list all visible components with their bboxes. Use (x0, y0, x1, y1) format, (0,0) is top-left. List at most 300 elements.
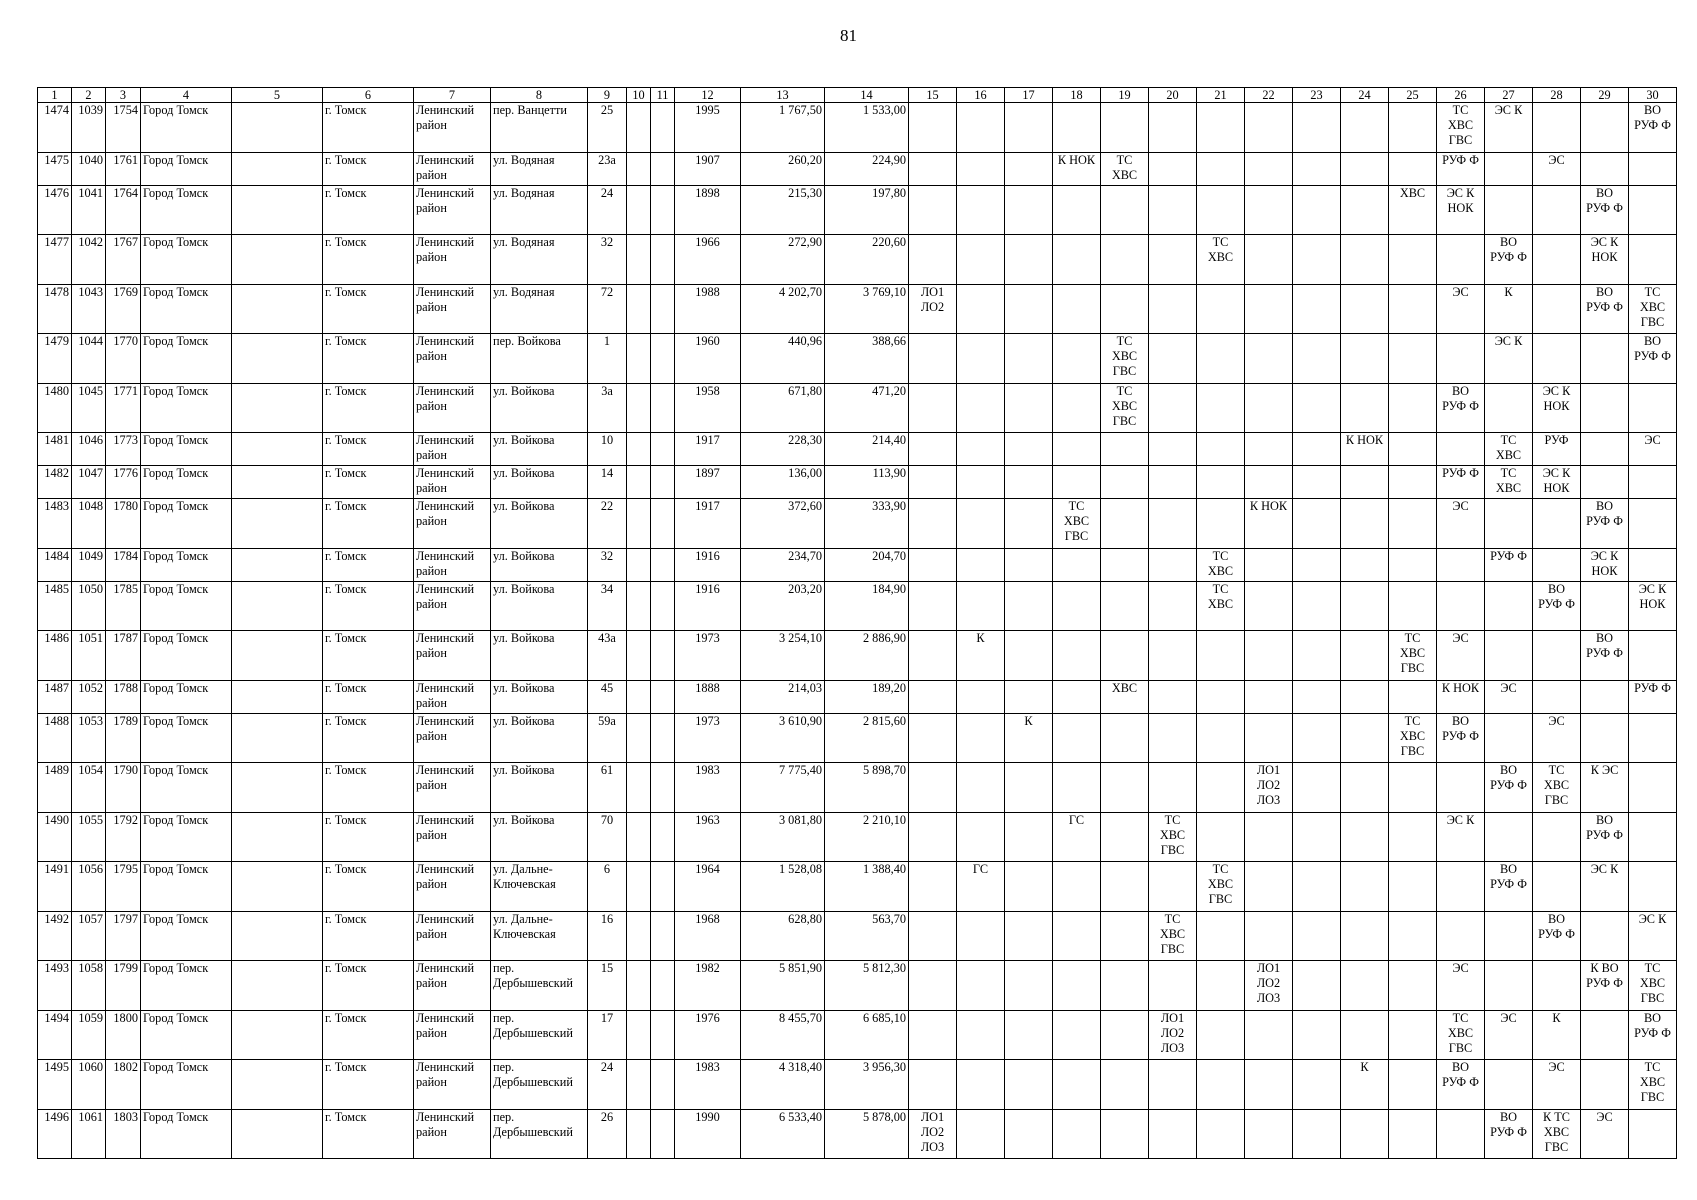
cell-col-13: 214,03 (741, 680, 825, 713)
cell-col-13: 260,20 (741, 152, 825, 185)
cell-col-23 (1293, 1109, 1341, 1159)
cell-col-18 (1053, 185, 1101, 235)
cell-col-19 (1101, 763, 1149, 813)
cell-col-15: ЛО1 ЛО2 (909, 284, 957, 334)
cell-col-22: ЛО1 ЛО2 ЛО3 (1245, 763, 1293, 813)
cell-col-6: г. Томск (323, 433, 414, 466)
cell-col-8: ул. Войкова (491, 581, 588, 631)
cell-col-18 (1053, 284, 1101, 334)
cell-col-25: ТС ХВС ГВС (1389, 713, 1437, 763)
cell-col-10 (627, 1010, 651, 1060)
cell-col-14: 471,20 (825, 383, 909, 433)
cell-col-16 (957, 185, 1005, 235)
cell-col-7: Ленинский район (414, 1060, 491, 1110)
cell-col-3: 1800 (106, 1010, 141, 1060)
cell-col-15 (909, 433, 957, 466)
cell-col-5 (232, 383, 323, 433)
cell-col-3: 1789 (106, 713, 141, 763)
cell-col-12: 1968 (675, 911, 741, 961)
housing-register-table (37, 87, 1677, 1159)
cell-col-10 (627, 763, 651, 813)
cell-col-7: Ленинский район (414, 548, 491, 581)
cell-col-28 (1533, 499, 1581, 549)
column-header-27: 27 (1485, 88, 1533, 103)
cell-col-17 (1005, 812, 1053, 862)
column-header-25: 25 (1389, 88, 1437, 103)
cell-col-18 (1053, 548, 1101, 581)
cell-col-5 (232, 466, 323, 499)
cell-col-8: пер. Дербышевский (491, 961, 588, 1011)
cell-col-19 (1101, 466, 1149, 499)
cell-col-30: ТС ХВС ГВС (1629, 961, 1677, 1011)
cell-col-29: ВО РУФ Ф (1581, 631, 1629, 681)
cell-col-7: Ленинский район (414, 631, 491, 681)
cell-col-20 (1149, 713, 1197, 763)
cell-col-19 (1101, 1109, 1149, 1159)
cell-col-7: Ленинский район (414, 1010, 491, 1060)
cell-col-28 (1533, 235, 1581, 285)
cell-col-27 (1485, 631, 1533, 681)
cell-col-22 (1245, 1109, 1293, 1159)
cell-col-11 (651, 334, 675, 384)
cell-col-1: 1493 (38, 961, 72, 1011)
cell-col-12: 1964 (675, 862, 741, 912)
cell-col-10 (627, 680, 651, 713)
cell-col-13: 203,20 (741, 581, 825, 631)
cell-col-11 (651, 631, 675, 681)
cell-col-4: Город Томск (141, 433, 232, 466)
cell-col-9: 22 (588, 499, 627, 549)
cell-col-17 (1005, 284, 1053, 334)
cell-col-30: РУФ Ф (1629, 680, 1677, 713)
cell-col-8: пер. Дербышевский (491, 1010, 588, 1060)
cell-col-26: ТС ХВС ГВС (1437, 103, 1485, 153)
cell-col-29 (1581, 334, 1629, 384)
table-row (38, 466, 1677, 499)
cell-col-16: ГС (957, 862, 1005, 912)
cell-col-27 (1485, 961, 1533, 1011)
cell-col-2: 1050 (72, 581, 106, 631)
cell-col-1: 1494 (38, 1010, 72, 1060)
cell-col-1: 1495 (38, 1060, 72, 1110)
cell-col-2: 1055 (72, 812, 106, 862)
cell-col-25 (1389, 548, 1437, 581)
cell-col-28 (1533, 961, 1581, 1011)
cell-col-18 (1053, 581, 1101, 631)
cell-col-14: 220,60 (825, 235, 909, 285)
cell-col-4: Город Томск (141, 911, 232, 961)
cell-col-16 (957, 433, 1005, 466)
cell-col-11 (651, 235, 675, 285)
cell-col-6: г. Томск (323, 383, 414, 433)
cell-col-3: 1790 (106, 763, 141, 813)
cell-col-21 (1197, 680, 1245, 713)
column-header-7: 7 (414, 88, 491, 103)
cell-col-25 (1389, 862, 1437, 912)
cell-col-30: ТС ХВС ГВС (1629, 1060, 1677, 1110)
cell-col-28: ЭС (1533, 152, 1581, 185)
cell-col-27: ВО РУФ Ф (1485, 1109, 1533, 1159)
cell-col-5 (232, 961, 323, 1011)
cell-col-23 (1293, 334, 1341, 384)
cell-col-13: 8 455,70 (741, 1010, 825, 1060)
cell-col-23 (1293, 680, 1341, 713)
cell-col-20: ТС ХВС ГВС (1149, 911, 1197, 961)
cell-col-15 (909, 961, 957, 1011)
cell-col-15 (909, 548, 957, 581)
cell-col-26: ЭС К НОК (1437, 185, 1485, 235)
cell-col-22 (1245, 334, 1293, 384)
cell-col-24 (1341, 185, 1389, 235)
column-header-9: 9 (588, 88, 627, 103)
cell-col-13: 372,60 (741, 499, 825, 549)
cell-col-18 (1053, 1109, 1101, 1159)
cell-col-18 (1053, 103, 1101, 153)
cell-col-27 (1485, 383, 1533, 433)
cell-col-11 (651, 911, 675, 961)
cell-col-11 (651, 1060, 675, 1110)
cell-col-1: 1482 (38, 466, 72, 499)
cell-col-14: 5 878,00 (825, 1109, 909, 1159)
cell-col-18 (1053, 862, 1101, 912)
cell-col-13: 6 533,40 (741, 1109, 825, 1159)
cell-col-17 (1005, 1010, 1053, 1060)
cell-col-21 (1197, 961, 1245, 1011)
cell-col-6: г. Томск (323, 911, 414, 961)
cell-col-30: ТС ХВС ГВС (1629, 284, 1677, 334)
cell-col-22 (1245, 862, 1293, 912)
cell-col-9: 34 (588, 581, 627, 631)
cell-col-4: Город Томск (141, 499, 232, 549)
cell-col-29 (1581, 103, 1629, 153)
cell-col-8: ул. Войкова (491, 812, 588, 862)
cell-col-11 (651, 499, 675, 549)
cell-col-16 (957, 1109, 1005, 1159)
cell-col-4: Город Томск (141, 152, 232, 185)
cell-col-16 (957, 1060, 1005, 1110)
cell-col-5 (232, 235, 323, 285)
cell-col-21 (1197, 763, 1245, 813)
cell-col-27 (1485, 152, 1533, 185)
cell-col-28: ТС ХВС ГВС (1533, 763, 1581, 813)
cell-col-9: 72 (588, 284, 627, 334)
cell-col-13: 272,90 (741, 235, 825, 285)
column-header-12: 12 (675, 88, 741, 103)
cell-col-22: ЛО1 ЛО2 ЛО3 (1245, 961, 1293, 1011)
cell-col-22 (1245, 284, 1293, 334)
cell-col-30 (1629, 1109, 1677, 1159)
cell-col-20 (1149, 548, 1197, 581)
cell-col-10 (627, 548, 651, 581)
cell-col-12: 1917 (675, 433, 741, 466)
column-header-5: 5 (232, 88, 323, 103)
cell-col-24 (1341, 1109, 1389, 1159)
cell-col-1: 1492 (38, 911, 72, 961)
cell-col-13: 215,30 (741, 185, 825, 235)
cell-col-27 (1485, 185, 1533, 235)
cell-col-4: Город Томск (141, 631, 232, 681)
cell-col-23 (1293, 961, 1341, 1011)
cell-col-30 (1629, 713, 1677, 763)
cell-col-19 (1101, 812, 1149, 862)
cell-col-30: ВО РУФ Ф (1629, 103, 1677, 153)
cell-col-22 (1245, 548, 1293, 581)
cell-col-13: 1 528,08 (741, 862, 825, 912)
cell-col-13: 234,70 (741, 548, 825, 581)
cell-col-10 (627, 433, 651, 466)
cell-col-11 (651, 961, 675, 1011)
cell-col-29: ВО РУФ Ф (1581, 185, 1629, 235)
cell-col-30 (1629, 185, 1677, 235)
cell-col-5 (232, 1060, 323, 1110)
cell-col-23 (1293, 631, 1341, 681)
cell-col-6: г. Томск (323, 548, 414, 581)
cell-col-30 (1629, 152, 1677, 185)
cell-col-4: Город Томск (141, 581, 232, 631)
cell-col-24 (1341, 499, 1389, 549)
cell-col-23 (1293, 152, 1341, 185)
cell-col-30 (1629, 466, 1677, 499)
cell-col-27: ЭС (1485, 680, 1533, 713)
cell-col-29: К ВО РУФ Ф (1581, 961, 1629, 1011)
cell-col-14: 3 956,30 (825, 1060, 909, 1110)
cell-col-24 (1341, 961, 1389, 1011)
cell-col-18: ТС ХВС ГВС (1053, 499, 1101, 549)
cell-col-20 (1149, 581, 1197, 631)
cell-col-5 (232, 631, 323, 681)
cell-col-21 (1197, 1109, 1245, 1159)
cell-col-18 (1053, 961, 1101, 1011)
cell-col-4: Город Томск (141, 961, 232, 1011)
cell-col-25 (1389, 152, 1437, 185)
cell-col-7: Ленинский район (414, 235, 491, 285)
cell-col-30 (1629, 548, 1677, 581)
cell-col-3: 1802 (106, 1060, 141, 1110)
cell-col-2: 1040 (72, 152, 106, 185)
cell-col-16 (957, 152, 1005, 185)
cell-col-5 (232, 334, 323, 384)
cell-col-21 (1197, 433, 1245, 466)
cell-col-16 (957, 548, 1005, 581)
cell-col-9: 59а (588, 713, 627, 763)
cell-col-10 (627, 235, 651, 285)
cell-col-10 (627, 499, 651, 549)
cell-col-6: г. Томск (323, 235, 414, 285)
cell-col-27: ТС ХВС (1485, 466, 1533, 499)
cell-col-3: 1780 (106, 499, 141, 549)
cell-col-14: 204,70 (825, 548, 909, 581)
cell-col-22 (1245, 185, 1293, 235)
table-row (38, 862, 1677, 912)
cell-col-7: Ленинский район (414, 713, 491, 763)
column-header-6: 6 (323, 88, 414, 103)
cell-col-24 (1341, 812, 1389, 862)
cell-col-20 (1149, 1060, 1197, 1110)
cell-col-11 (651, 433, 675, 466)
cell-col-5 (232, 185, 323, 235)
cell-col-19 (1101, 581, 1149, 631)
cell-col-8: ул. Водяная (491, 152, 588, 185)
table-row (38, 581, 1677, 631)
cell-col-26 (1437, 581, 1485, 631)
cell-col-8: ул. Войкова (491, 763, 588, 813)
cell-col-19 (1101, 631, 1149, 681)
cell-col-11 (651, 466, 675, 499)
cell-col-22 (1245, 1060, 1293, 1110)
cell-col-18: ГС (1053, 812, 1101, 862)
cell-col-16 (957, 383, 1005, 433)
cell-col-23 (1293, 284, 1341, 334)
cell-col-29: ВО РУФ Ф (1581, 499, 1629, 549)
cell-col-5 (232, 433, 323, 466)
cell-col-2: 1061 (72, 1109, 106, 1159)
cell-col-3: 1795 (106, 862, 141, 912)
cell-col-1: 1474 (38, 103, 72, 153)
cell-col-6: г. Томск (323, 961, 414, 1011)
cell-col-27: ВО РУФ Ф (1485, 763, 1533, 813)
page-number: 81 (840, 26, 857, 45)
cell-col-28 (1533, 680, 1581, 713)
cell-col-10 (627, 466, 651, 499)
cell-col-24 (1341, 763, 1389, 813)
cell-col-29 (1581, 581, 1629, 631)
cell-col-29 (1581, 383, 1629, 433)
cell-col-13: 5 851,90 (741, 961, 825, 1011)
cell-col-11 (651, 103, 675, 153)
cell-col-29 (1581, 680, 1629, 713)
cell-col-7: Ленинский район (414, 499, 491, 549)
cell-col-1: 1488 (38, 713, 72, 763)
table-row (38, 334, 1677, 384)
cell-col-26: ВО РУФ Ф (1437, 383, 1485, 433)
cell-col-25 (1389, 1109, 1437, 1159)
cell-col-1: 1490 (38, 812, 72, 862)
cell-col-13: 628,80 (741, 911, 825, 961)
cell-col-10 (627, 911, 651, 961)
cell-col-14: 224,90 (825, 152, 909, 185)
cell-col-22 (1245, 631, 1293, 681)
cell-col-4: Город Томск (141, 383, 232, 433)
cell-col-9: 32 (588, 548, 627, 581)
cell-col-5 (232, 763, 323, 813)
cell-col-14: 189,20 (825, 680, 909, 713)
cell-col-3: 1754 (106, 103, 141, 153)
cell-col-9: 32 (588, 235, 627, 285)
cell-col-8: ул. Водяная (491, 235, 588, 285)
table-row (38, 103, 1677, 153)
cell-col-3: 1770 (106, 334, 141, 384)
cell-col-17 (1005, 433, 1053, 466)
cell-col-17 (1005, 1109, 1053, 1159)
column-header-29: 29 (1581, 88, 1629, 103)
cell-col-7: Ленинский район (414, 383, 491, 433)
cell-col-15 (909, 235, 957, 285)
cell-col-27: ЭС (1485, 1010, 1533, 1060)
cell-col-15 (909, 763, 957, 813)
cell-col-1: 1477 (38, 235, 72, 285)
cell-col-3: 1761 (106, 152, 141, 185)
column-header-2: 2 (72, 88, 106, 103)
cell-col-1: 1489 (38, 763, 72, 813)
cell-col-7: Ленинский район (414, 680, 491, 713)
cell-col-5 (232, 862, 323, 912)
cell-col-26 (1437, 763, 1485, 813)
cell-col-30: ЭС (1629, 433, 1677, 466)
cell-col-20 (1149, 433, 1197, 466)
cell-col-9: 16 (588, 911, 627, 961)
cell-col-27 (1485, 911, 1533, 961)
cell-col-25 (1389, 235, 1437, 285)
cell-col-7: Ленинский район (414, 911, 491, 961)
cell-col-22 (1245, 581, 1293, 631)
column-header-1: 1 (38, 88, 72, 103)
column-header-8: 8 (491, 88, 588, 103)
cell-col-12: 1973 (675, 713, 741, 763)
cell-col-16 (957, 1010, 1005, 1060)
cell-col-25 (1389, 103, 1437, 153)
cell-col-13: 4 202,70 (741, 284, 825, 334)
cell-col-27: РУФ Ф (1485, 548, 1533, 581)
cell-col-22 (1245, 812, 1293, 862)
cell-col-24 (1341, 548, 1389, 581)
cell-col-24 (1341, 284, 1389, 334)
cell-col-22 (1245, 1010, 1293, 1060)
column-number-header (38, 88, 1677, 103)
cell-col-23 (1293, 1060, 1341, 1110)
cell-col-16 (957, 581, 1005, 631)
cell-col-6: г. Томск (323, 1109, 414, 1159)
column-header-11: 11 (651, 88, 675, 103)
cell-col-23 (1293, 103, 1341, 153)
table-row (38, 152, 1677, 185)
cell-col-9: 3а (588, 383, 627, 433)
cell-col-13: 7 775,40 (741, 763, 825, 813)
cell-col-3: 1784 (106, 548, 141, 581)
cell-col-5 (232, 911, 323, 961)
cell-col-13: 136,00 (741, 466, 825, 499)
cell-col-6: г. Томск (323, 284, 414, 334)
cell-col-15 (909, 152, 957, 185)
cell-col-26: РУФ Ф (1437, 152, 1485, 185)
column-header-23: 23 (1293, 88, 1341, 103)
cell-col-28 (1533, 284, 1581, 334)
cell-col-30: ВО РУФ Ф (1629, 334, 1677, 384)
cell-col-3: 1776 (106, 466, 141, 499)
cell-col-8: ул. Войкова (491, 680, 588, 713)
cell-col-10 (627, 152, 651, 185)
cell-col-10 (627, 961, 651, 1011)
cell-col-15 (909, 334, 957, 384)
cell-col-28: ВО РУФ Ф (1533, 581, 1581, 631)
cell-col-29 (1581, 152, 1629, 185)
cell-col-20 (1149, 383, 1197, 433)
cell-col-19 (1101, 548, 1149, 581)
cell-col-12: 1958 (675, 383, 741, 433)
cell-col-8: ул. Водяная (491, 284, 588, 334)
cell-col-9: 26 (588, 1109, 627, 1159)
cell-col-25: ХВС (1389, 185, 1437, 235)
column-header-13: 13 (741, 88, 825, 103)
cell-col-6: г. Томск (323, 680, 414, 713)
cell-col-15: ЛО1 ЛО2 ЛО3 (909, 1109, 957, 1159)
table-row (38, 1109, 1677, 1159)
cell-col-24 (1341, 581, 1389, 631)
cell-col-29: ЭС (1581, 1109, 1629, 1159)
cell-col-19 (1101, 235, 1149, 285)
cell-col-7: Ленинский район (414, 284, 491, 334)
cell-col-2: 1053 (72, 713, 106, 763)
cell-col-19 (1101, 284, 1149, 334)
